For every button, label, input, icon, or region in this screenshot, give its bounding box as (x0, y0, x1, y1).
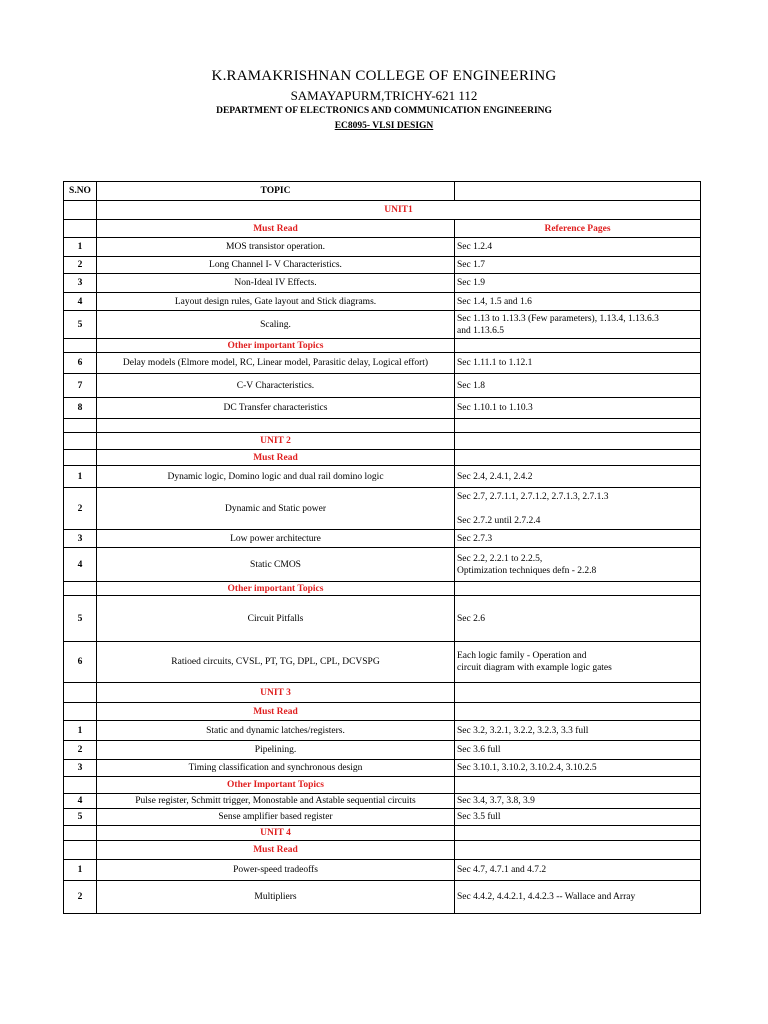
reference-line: and 1.13.6.5 (457, 325, 504, 336)
reference-cell (455, 548, 701, 582)
empty-cell (64, 582, 97, 596)
ref-header-blank (455, 182, 701, 201)
reference-cell: Sec 1.2.4 (455, 238, 701, 257)
sno-cell: 2 (64, 488, 97, 530)
unit-row (64, 201, 701, 220)
sno-cell: 6 (64, 642, 97, 683)
empty-cell (64, 826, 97, 841)
must-read-label: Must Read (97, 703, 455, 721)
sno-cell: 2 (64, 741, 97, 760)
topic-cell: Ratioed circuits, CVSL, PT, TG, DPL, CPL, DCVSPG (97, 642, 455, 683)
empty-cell (455, 433, 701, 450)
empty-cell (455, 826, 701, 841)
reference-cell: Sec 1.10.1 to 1.10.3 (455, 398, 701, 419)
sno-cell: 1 (64, 466, 97, 488)
empty-cell (455, 777, 701, 794)
table-row (64, 466, 701, 488)
table-row (64, 642, 701, 683)
reference-line: circuit diagram with example logic gates (457, 663, 612, 673)
topic-cell: Layout design rules, Gate layout and Stick diagrams. (97, 293, 455, 311)
reference-cell: Sec 1.9 (455, 274, 701, 293)
other-topics-label: Other important Topics (97, 582, 455, 596)
topic-cell: Static CMOS (97, 548, 455, 582)
sno-cell: 5 (64, 596, 97, 642)
topic-cell: Dynamic logic, Domino logic and dual rail domino logic (97, 466, 455, 488)
sno-header: S.NO (64, 182, 97, 201)
reference-cell: Sec 3.10.1, 3.10.2, 3.10.2.4, 3.10.2.5 (455, 760, 701, 777)
topic-cell: Delay models (Elmore model, RC, Linear model, Parasitic delay, Logical effort) (97, 353, 455, 374)
unit-row (64, 683, 701, 703)
empty-cell (64, 419, 97, 433)
empty-cell (455, 703, 701, 721)
reference-cell: Sec 1.11.1 to 1.12.1 (455, 353, 701, 374)
reference-cell: Sec 3.4, 3.7, 3.8, 3.9 (455, 794, 701, 809)
table-row (64, 257, 701, 274)
subheading-row (64, 841, 701, 860)
sno-cell: 1 (64, 721, 97, 741)
reference-cell: Sec 2.7.3 (455, 530, 701, 548)
reference-cell (455, 642, 701, 683)
must-read-label: Must Read (97, 841, 455, 860)
empty-cell (64, 220, 97, 238)
table-row (64, 374, 701, 398)
table-row (64, 353, 701, 374)
department-name: DEPARTMENT OF ELECTRONICS AND COMMUNICATION ENGINEERING (216, 106, 552, 116)
reference-cell: Sec 4.4.2, 4.4.2.1, 4.4.2.3 -- Wallace and Array (455, 881, 701, 914)
reference-line: Sec 2.2, 2.2.1 to 2.2.5, (457, 553, 543, 564)
syllabus-table (63, 181, 701, 914)
topic-cell: Scaling. (97, 311, 455, 339)
unit1-heading: UNIT1 (97, 201, 701, 220)
sno-cell: 1 (64, 860, 97, 881)
sno-cell: 2 (64, 881, 97, 914)
topic-cell: MOS transistor operation. (97, 238, 455, 257)
table-row (64, 596, 701, 642)
reference-pages-label: Reference Pages (455, 220, 701, 238)
topic-cell: Static and dynamic latches/registers. (97, 721, 455, 741)
table-row (64, 548, 701, 582)
topic-cell: Low power architecture (97, 530, 455, 548)
empty-cell (64, 683, 97, 703)
other-topics-label: Other important Topics (97, 339, 455, 353)
unit4-heading: UNIT 4 (97, 826, 455, 841)
topic-header: TOPIC (97, 182, 455, 201)
reference-cell: Sec 1.7 (455, 257, 701, 274)
course-title-text: EC8095- VLSI DESIGN (334, 121, 434, 131)
topic-cell: Pulse register, Schmitt trigger, Monostable and Astable sequential circuits (97, 794, 455, 809)
empty-cell (455, 582, 701, 596)
sno-cell: 4 (64, 548, 97, 582)
sno-cell: 4 (64, 293, 97, 311)
college-location: SAMAYAPURM,TRICHY-621 112 (290, 88, 478, 103)
reference-line: Sec 1.13 to 1.13.3 (Few parameters), 1.13.4, 1.13.6.3 (457, 313, 659, 324)
reference-cell: Sec 1.4, 1.5 and 1.6 (455, 293, 701, 311)
topic-cell: Sense amplifier based register (97, 809, 455, 826)
subheading-row (64, 220, 701, 238)
empty-cell (455, 450, 701, 466)
subheading-row (64, 339, 701, 353)
reference-line: Optimization techniques defn - 2.2.8 (457, 565, 597, 576)
other-topics-label: Other Important Topics (97, 777, 455, 794)
subheading-row (64, 582, 701, 596)
topic-cell: Long Channel I- V Characteristics. (97, 257, 455, 274)
empty-cell (455, 339, 701, 353)
topic-cell: Pipelining. (97, 741, 455, 760)
table-row (64, 760, 701, 777)
reference-cell (455, 488, 701, 530)
sno-cell: 4 (64, 794, 97, 809)
sno-cell: 2 (64, 257, 97, 274)
empty-cell (64, 841, 97, 860)
empty-cell (64, 201, 97, 220)
reference-cell: Sec 2.4, 2.4.1, 2.4.2 (455, 466, 701, 488)
unit3-heading: UNIT 3 (97, 683, 455, 703)
empty-cell (455, 419, 701, 433)
table-row (64, 741, 701, 760)
topic-cell: Non-Ideal IV Effects. (97, 274, 455, 293)
table-row (64, 809, 701, 826)
college-name: K.RAMAKRISHNAN COLLEGE OF ENGINEERING (211, 68, 557, 84)
table-row (64, 881, 701, 914)
empty-cell (455, 841, 701, 860)
empty-cell (97, 419, 455, 433)
topic-cell: Circuit Pitfalls (97, 596, 455, 642)
empty-cell (64, 339, 97, 353)
reference-cell: Sec 3.2, 3.2.1, 3.2.2, 3.2.3, 3.3 full (455, 721, 701, 741)
reference-cell: Sec 1.8 (455, 374, 701, 398)
subheading-row (64, 703, 701, 721)
unit-row (64, 826, 701, 841)
sno-cell: 5 (64, 809, 97, 826)
sno-cell: 8 (64, 398, 97, 419)
topic-cell: Power-speed tradeoffs (97, 860, 455, 881)
sno-cell: 3 (64, 530, 97, 548)
table-row (64, 794, 701, 809)
empty-cell (64, 703, 97, 721)
reference-line: Each logic family - Operation and (457, 651, 587, 661)
topic-cell: Timing classification and synchronous design (97, 760, 455, 777)
reference-line: Sec 2.7.2 until 2.7.2.4 (457, 515, 541, 526)
table-row (64, 398, 701, 419)
reference-cell: Sec 3.5 full (455, 809, 701, 826)
empty-cell (64, 450, 97, 466)
table-header-row (64, 182, 701, 201)
topic-cell: DC Transfer characteristics (97, 398, 455, 419)
reference-cell (455, 311, 701, 339)
topic-cell: Multipliers (97, 881, 455, 914)
spacer-row (64, 419, 701, 433)
sno-cell: 3 (64, 760, 97, 777)
empty-cell (64, 433, 97, 450)
table-row (64, 860, 701, 881)
unit2-heading: UNIT 2 (97, 433, 455, 450)
unit-row (64, 433, 701, 450)
reference-cell: Sec 2.6 (455, 596, 701, 642)
sno-cell: 6 (64, 353, 97, 374)
table-row (64, 721, 701, 741)
reference-cell: Sec 3.6 full (455, 741, 701, 760)
topic-cell: C-V Characteristics. (97, 374, 455, 398)
subheading-row (64, 450, 701, 466)
empty-cell (64, 777, 97, 794)
table-row (64, 488, 701, 530)
table-row (64, 238, 701, 257)
table-row (64, 274, 701, 293)
sno-cell: 3 (64, 274, 97, 293)
must-read-label: Must Read (97, 220, 455, 238)
empty-cell (455, 683, 701, 703)
reference-cell: Sec 4.7, 4.7.1 and 4.7.2 (455, 860, 701, 881)
must-read-label: Must Read (97, 450, 455, 466)
reference-line: Sec 2.7, 2.7.1.1, 2.7.1.2, 2.7.1.3, 2.7.1.3 (457, 491, 609, 502)
table-row (64, 293, 701, 311)
sno-cell: 7 (64, 374, 97, 398)
table-row (64, 530, 701, 548)
subheading-row (64, 777, 701, 794)
topic-cell: Dynamic and Static power (97, 488, 455, 530)
sno-cell: 1 (64, 238, 97, 257)
course-title (0, 121, 768, 131)
table-row (64, 311, 701, 339)
sno-cell: 5 (64, 311, 97, 339)
